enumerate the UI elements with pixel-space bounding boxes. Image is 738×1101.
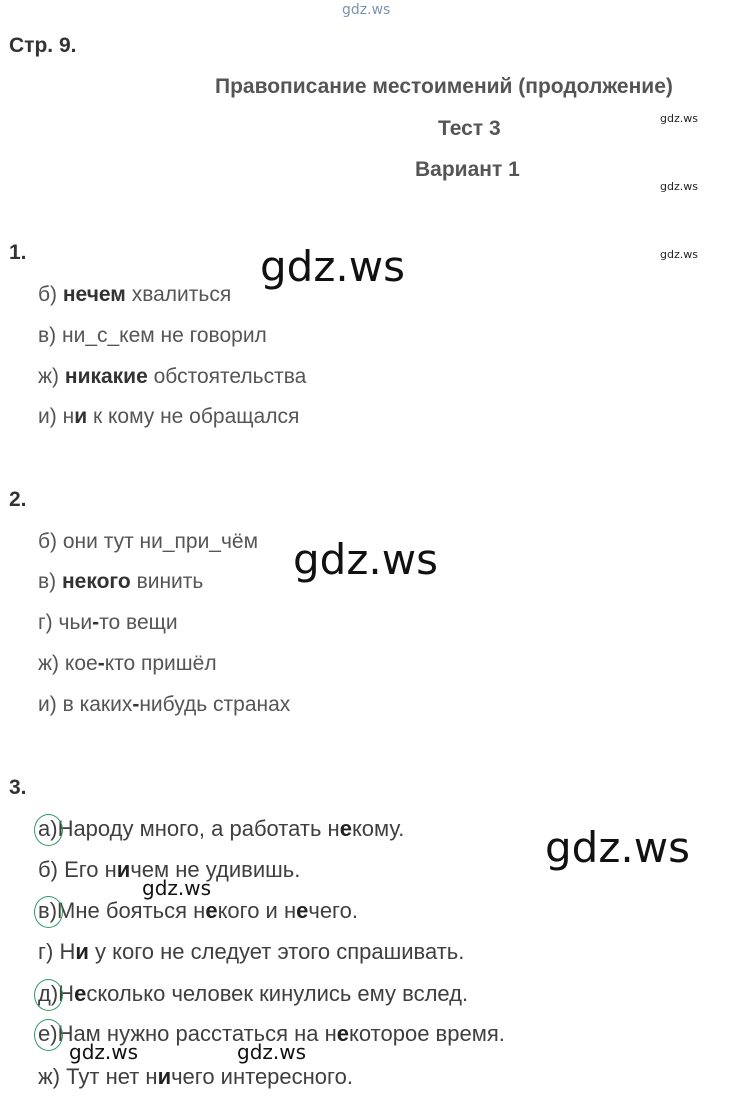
answer-item: и) ни к кому не обращался (38, 405, 300, 428)
answer-item: б) они тут ни_при_чём (38, 530, 259, 553)
watermark: gdz.ws (142, 876, 212, 900)
answer-item: б) Его ничем не удивишь. (38, 857, 301, 882)
answer-item: ж) Тут нет ничего интересного. (38, 1064, 353, 1089)
task-number: 2. (9, 488, 27, 511)
task-number: 1. (9, 241, 27, 264)
page-title: Правописание местоимений (продолжение) (215, 75, 673, 98)
circled-letter: д) (38, 981, 59, 1006)
answer-item: г) Ни у кого не следует этого спрашивать. (38, 939, 465, 964)
test-title: Тест 3 (438, 117, 501, 140)
variant-title: Вариант 1 (415, 158, 520, 181)
watermark: gdz.ws (660, 112, 698, 125)
answer-item: ж) никакие обстоятельства (38, 365, 307, 388)
answer-item: д)Несколько человек кинулись ему вслед. (38, 981, 469, 1006)
watermark: gdz.ws (260, 242, 405, 291)
answer-item: е)Нам нужно расстаться на некоторое время. (38, 1021, 505, 1046)
circled-letter: а) (38, 816, 58, 841)
watermark: gdz.ws (660, 180, 698, 193)
answer-item: и) в каких-нибудь странах (38, 693, 291, 716)
answer-item: в)Мне бояться некого и нечего. (38, 898, 358, 923)
answer-item: б) нечем хвалиться (38, 283, 232, 306)
task-number: 3. (9, 776, 27, 799)
circled-letter: в) (38, 898, 58, 923)
page-label: Стр. 9. (9, 34, 77, 57)
watermark: gdz.ws (660, 248, 698, 261)
answer-item: а)Народу много, а работать некому. (38, 816, 405, 841)
watermark: gdz.ws (69, 1040, 139, 1064)
answer-item: ж) кое-кто пришёл (38, 652, 217, 675)
answer-item: г) чьи-то вещи (38, 611, 178, 634)
watermark: gdz.ws (342, 2, 391, 18)
watermark: gdz.ws (237, 1040, 307, 1064)
answer-item: в) некого винить (38, 570, 204, 593)
watermark: gdz.ws (293, 535, 438, 584)
watermark: gdz.ws (545, 823, 690, 872)
circled-letter: е) (38, 1021, 58, 1046)
answer-item: в) ни_с_кем не говорил (38, 324, 267, 347)
